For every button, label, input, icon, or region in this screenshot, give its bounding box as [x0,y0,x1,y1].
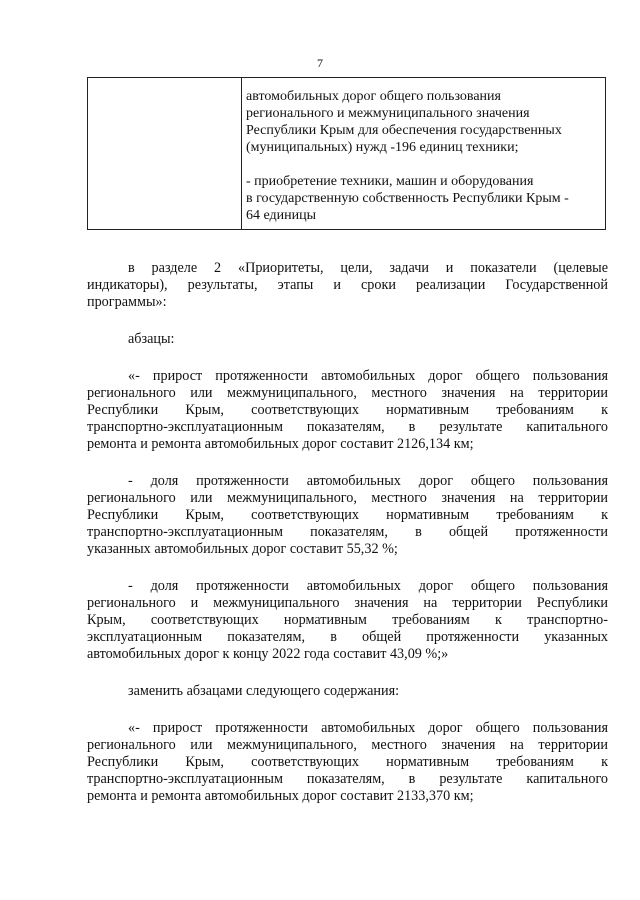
old-item-line: «- прирост протяженности автомобильных дорог общего пользования [128,368,608,384]
old-item-line: Республики Крым, соответствующих нормативным требованиям к [87,507,608,523]
table-cell-line: (муниципальных) нужд -196 единиц техники; [246,140,519,155]
section-intro-line: программы»: [87,294,167,310]
section-intro-line: в разделе 2 «Приоритеты, цели, задачи и показатели (целевые [128,260,608,276]
table-cell-line: Республики Крым для обеспечения государственных [246,123,562,138]
table-cell-line: 64 единицы [246,208,317,223]
table-cell-line: автомобильных дорог общего пользования [246,89,501,104]
old-item-line: эксплуатационным показателям, в общей протяженности указанных [87,629,608,645]
old-item-line: указанных автомобильных дорог составит 55,32 %; [87,541,398,557]
old-item-line: Республики Крым, соответствующих нормативным требованиям к [87,402,608,418]
old-item-line: ремонта и ремонта автомобильных дорог составит 2126,134 км; [87,436,474,452]
old-item-line: транспортно-эксплуатационным показателям, в результате капитального [87,419,608,435]
old-item-line: регионального и межмуниципального значения на территории Республики [87,595,608,611]
new-item-line: «- прирост протяженности автомобильных дорог общего пользования [128,720,608,736]
old-item-line: регионального или межмуниципального, местного значения на территории [87,385,608,401]
table-cell-line: регионального и межмуниципального значения [246,106,530,121]
old-item-line: - доля протяженности автомобильных дорог общего пользования [128,578,608,594]
table-cell-line: в государственную собственность Республики Крым - [246,191,569,206]
new-item-line: ремонта и ремонта автомобильных дорог составит 2133,370 км; [87,788,474,804]
old-item-line: - доля протяженности автомобильных дорог общего пользования [128,473,608,489]
new-item-line: транспортно-эксплуатационным показателям, в результате капитального [87,771,608,787]
old-item-line: автомобильных дорог к концу 2022 года составит 43,09 %;» [87,646,449,662]
old-item-line: регионального или межмуниципального, местного значения на территории [87,490,608,506]
abzacy-label: абзацы: [128,331,175,347]
table-cell-line: - приобретение техники, машин и оборудования [246,174,534,189]
page-number: 7 [317,56,323,70]
document-body [87,260,608,805]
table-cell-right [246,88,601,224]
table [87,77,606,230]
section-intro-line: индикаторы), результаты, этапы и сроки реализации Государственной [87,277,608,293]
replace-label: заменить абзацами следующего содержания: [128,683,400,699]
table-column-divider [241,78,242,229]
table-cell-gap [246,156,601,173]
new-item-line: Республики Крым, соответствующих нормативным требованиям к [87,754,608,770]
old-item-line: транспортно-эксплуатационным показателям, в общей протяженности [87,524,608,540]
old-item-line: Крым, соответствующих нормативным требованиям к транспортно- [87,612,608,628]
new-item-line: регионального или межмуниципального, местного значения на территории [87,737,608,753]
